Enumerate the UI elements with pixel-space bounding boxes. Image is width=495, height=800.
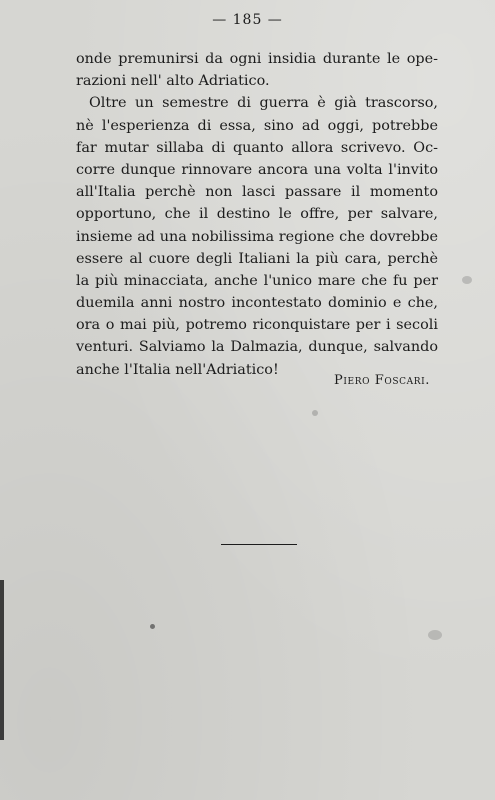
author-signature: Piero Foscari.	[334, 373, 430, 388]
paper-speck	[428, 630, 442, 640]
text-line: razioni nell' alto Adriatico.	[76, 73, 270, 90]
text-line: corre dunque rinnovare ancora una volta l'invito	[76, 161, 438, 178]
text-line: essere al cuore degli Italiani la più cara, perchè	[76, 250, 438, 267]
text-line: Oltre un semestre di guerra è già trascorso,	[89, 95, 438, 112]
text-line: venturi. Salviamo la Dalmazia, dunque, salvando	[76, 339, 438, 356]
text-line: onde premunirsi da ogni insidia durante le ope-	[76, 51, 438, 67]
text-line: far mutar sillaba di quanto allora scrivevo. Oc-	[76, 139, 438, 156]
text-line: opportuno, che il destino le offre, per salvare,	[76, 206, 438, 223]
text-line: nè l'esperienza di essa, sino ad oggi, potrebbe	[76, 117, 438, 134]
paper-speck	[150, 624, 155, 629]
paper-speck	[462, 276, 472, 284]
text-line: anche l'Italia nell'Adriatico!	[76, 361, 279, 378]
body-text	[76, 48, 438, 381]
binding-edge	[0, 580, 4, 740]
paper-speck	[312, 410, 318, 416]
text-line: duemila anni nostro incontestato dominio e che,	[76, 295, 438, 312]
text-line: la più minacciata, anche l'unico mare che fu per	[76, 272, 438, 289]
text-line: all'Italia perchè non lasci passare il momento	[76, 184, 438, 201]
text-line: insieme ad una nobilissima regione che dovrebbe	[76, 228, 438, 245]
text-line: ora o mai più, potremo riconquistare per i secoli	[76, 317, 438, 334]
end-rule	[221, 544, 297, 545]
page-number: — 185 —	[212, 12, 283, 28]
